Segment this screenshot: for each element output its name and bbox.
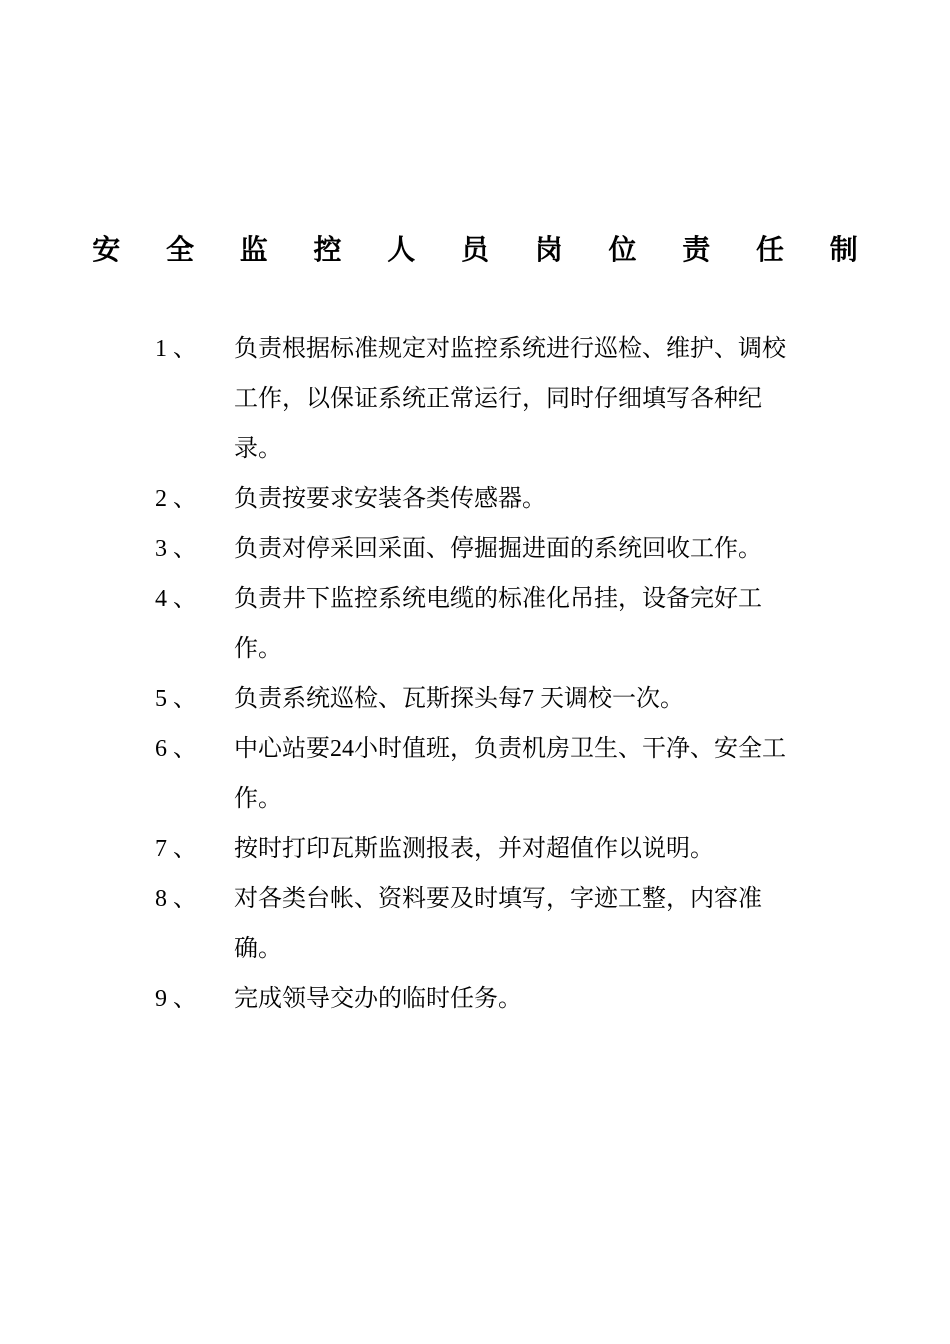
duty-text: 完成领导交办的临时任务。 (234, 986, 522, 1012)
duty-item (155, 874, 805, 974)
duty-item (155, 824, 805, 874)
duty-number: 1 、 (155, 336, 197, 362)
duty-text: 对各类台帐、资料要及时填写，字迹工整，内容准确。 (234, 886, 762, 962)
duty-number: 5 、 (155, 686, 197, 712)
duty-text: 负责井下监控系统电缆的标准化吊挂，设备完好工作。 (234, 586, 762, 662)
document-title: 安 全 监 控 人 员 岗 位 责 任 制 (92, 233, 876, 266)
duty-text: 负责系统巡检、瓦斯探头每7 天调校一次。 (234, 686, 684, 712)
duty-item (155, 474, 805, 524)
duty-item (155, 574, 805, 674)
duty-item (155, 674, 805, 724)
duty-number: 8 、 (155, 886, 197, 912)
duty-number: 3 、 (155, 536, 197, 562)
duty-text: 负责按要求安装各类传感器。 (234, 486, 546, 512)
duty-text: 负责根据标准规定对监控系统进行巡检、维护、调校工作，以保证系统正常运行，同时仔细填写各种纪录。 (234, 336, 786, 462)
duty-item (155, 524, 805, 574)
duty-item (155, 324, 805, 474)
duty-item (155, 974, 805, 1024)
duty-number: 6 、 (155, 736, 197, 762)
duty-number: 2 、 (155, 486, 197, 512)
duty-number: 9 、 (155, 986, 197, 1012)
duty-text: 中心站要24小时值班，负责机房卫生、干净、安全工作。 (234, 736, 786, 812)
duty-number: 4 、 (155, 586, 197, 612)
duty-text: 按时打印瓦斯监测报表，并对超值作以说明。 (234, 836, 714, 862)
duty-list (155, 324, 805, 1024)
duty-number: 7 、 (155, 836, 197, 862)
duty-item (155, 724, 805, 824)
duty-text: 负责对停采回采面、停掘掘进面的系统回收工作。 (234, 536, 762, 562)
